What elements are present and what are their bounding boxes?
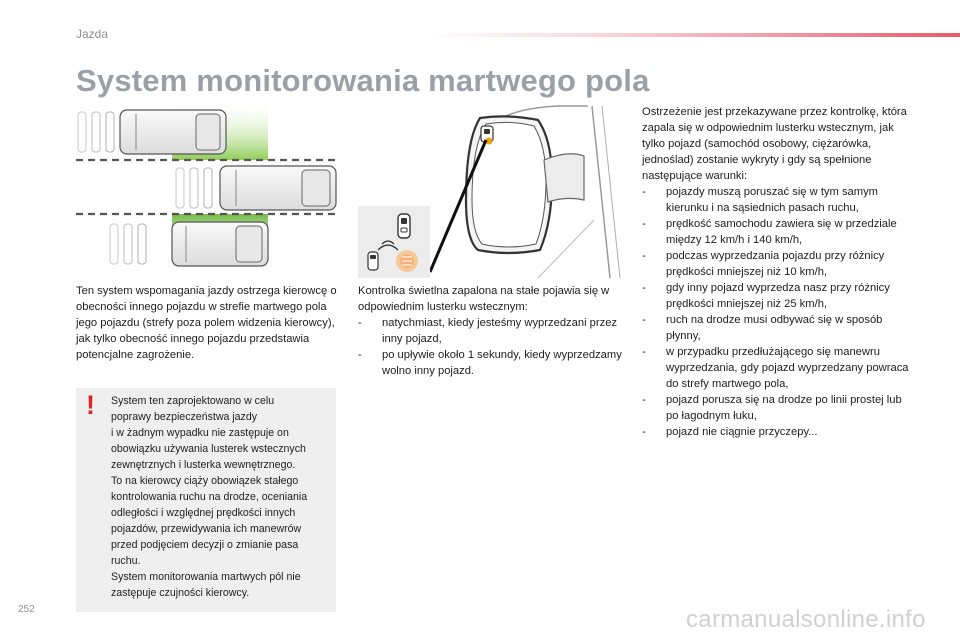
warning-line: To na kierowcy ciąży obowiązek stałego <box>111 475 299 487</box>
watermark: carmanualsonline.info <box>686 606 926 633</box>
warning-line: i w żadnym wypadku nie zastępuje on <box>111 427 289 439</box>
lamp-intro: Kontrolka świetlna zapalona na stałe pojawia się w odpowiednim lusterku wstecznym: <box>358 285 610 313</box>
list-item: - podczas wyprzedzania pojazdu przy różnicy prędkości mniejszej niż 10 km/h, <box>642 250 885 278</box>
blind-spot-lanes-illustration <box>76 100 340 272</box>
warning-line: poprawy bezpieczeństwa jazdy <box>111 411 258 423</box>
warning-line: System ten zaprojektowano w celu <box>111 395 275 407</box>
warning-line: odległości i względnej prędkości innych <box>111 507 296 519</box>
page-title: System monitorowania martwego pola <box>76 63 650 98</box>
conditions-intro: Ostrzeżenie jest przekazywane przez kontrolkę, która zapala się w odpowiednim lusterku wstecznym, jak tylko pojazd (samochód osobowy, ciężarówka, jednoślad) zostanie wykryty i gdy są spełnione następujące warunki: <box>642 106 907 182</box>
warning-line: System monitorowania martwych pól nie <box>111 571 301 583</box>
warning-line: kontrolowania ruchu na drodze, oceniania <box>111 491 308 503</box>
lamp-lit-icon <box>396 250 418 272</box>
list-item: - w przypadku przedłużającego się manewru wyprzedzania, gdy pojazd wyprzedzany powraca do strefy martwego pola, <box>642 346 909 390</box>
header-accent-bar <box>430 33 960 37</box>
list-item: - po upływie około 1 sekundy, kiedy wyprzedzamy wolno inny pojazd. <box>358 349 622 377</box>
list-item: - gdy inny pojazd wyprzedza nasz przy różnicy prędkości mniejszej niż 25 km/h, <box>642 282 890 310</box>
page-number: 252 <box>18 604 35 615</box>
list-item: - prędkość samochodu zawiera się w przedziale między 12 km/h i 140 km/h, <box>642 218 897 246</box>
warning-line: pojazdów, przewidywania ich manewrów <box>111 523 302 535</box>
van-top-lane <box>78 110 226 154</box>
warning-line: przed podjęciem decyzji o zmianie pasa <box>111 539 299 551</box>
warning-text <box>111 393 329 601</box>
van-ego-middle-lane <box>176 166 336 210</box>
warning-line: zewnętrznych i lusterka wewnętrznego. <box>111 459 296 471</box>
intro-paragraph: Ten system wspomagania jazdy ostrzega kierowcę o obecności innego pojazdu w strefie martwego pola jego pojazdu (strefy poza polem widzenia kierowcy), jak tylko obecność innego pojazdu przedstawia potencjalne zagrożenie. <box>76 285 337 361</box>
mirror-warning-lamp-illustration <box>358 100 626 278</box>
warning-exclamation-icon: ! <box>86 390 95 420</box>
conditions-list <box>642 184 917 440</box>
warning-line: zastępuje czujności kierowcy. <box>111 587 250 599</box>
list-item: - ruch na drodze musi odbywać się w sposób płynny, <box>642 314 883 342</box>
section-label: Jazda <box>76 27 109 41</box>
list-item: - pojazdy muszą poruszać się w tym samym kierunku i na sąsiednich pasach ruchu, <box>642 186 879 214</box>
warning-line: obowiązku używania lusterek wstecznych <box>111 443 306 455</box>
lamp-conditions-list <box>358 315 628 379</box>
warning-line: ruchu. <box>111 555 141 567</box>
warning-conditions <box>642 104 917 440</box>
mirror-warning-lamp <box>481 126 493 145</box>
vehicle-symbol-icon <box>398 214 410 238</box>
van-bottom-lane <box>110 222 268 266</box>
small-vehicle-icon <box>368 252 378 270</box>
list-item: - natychmiast, kiedy jesteśmy wyprzedzani przez inny pojazd, <box>358 317 618 345</box>
list-item: - pojazd porusza się na drodze po linii prostej lub po łagodnym łuku, <box>642 394 902 422</box>
list-item: - pojazd nie ciągnie przyczepy... <box>642 426 818 438</box>
lamp-description <box>358 283 628 379</box>
warning-box <box>76 388 336 612</box>
